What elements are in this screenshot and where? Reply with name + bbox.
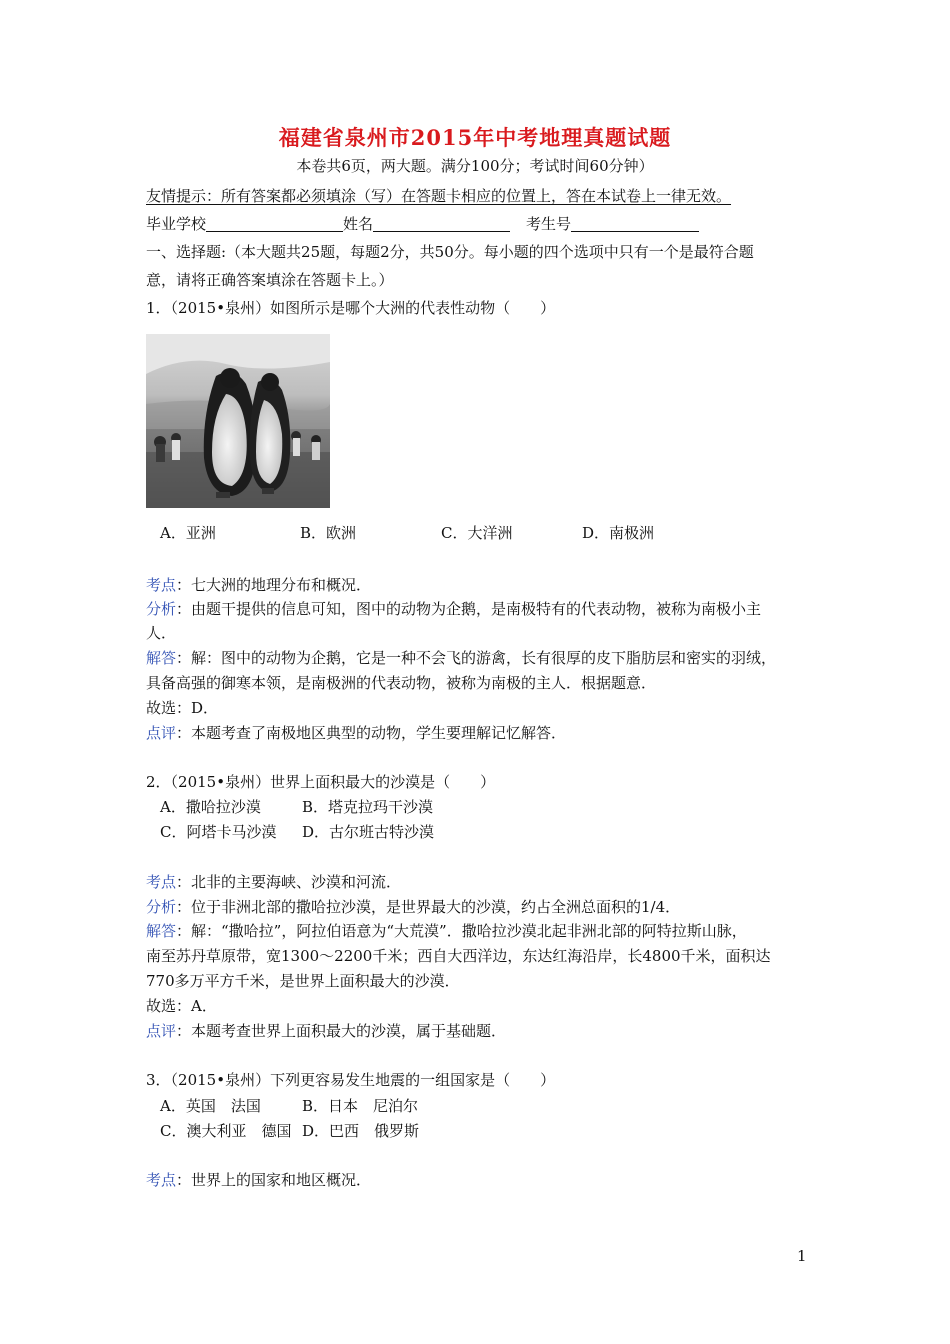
q1-stem: 1．（2015•泉州）如图所示是哪个大洲的代表性动物（ ） [146, 299, 556, 317]
q2-stem: 2．（2015•泉州）世界上面积最大的沙漠是（ ） [146, 773, 496, 791]
q1-jieda: 解答：解：图中的动物为企鹅，它是一种不会飞的游禽，长有很厚的皮下脂肪层和密实的羽绒， [146, 649, 777, 667]
q2-dianping: 点评：本题考查世界上面积最大的沙漠，属于基础题． [146, 1022, 507, 1040]
q1-dianping: 点评：本题考查了南极地区典型的动物，学生要理解记忆解答． [146, 724, 567, 742]
q3-stem: 3．（2015•泉州）下列更容易发生地震的一组国家是（ ） [146, 1071, 556, 1089]
q1-jieda-cont: 具备高强的御寒本领，是南极洲的代表动物，被称为南极的主人．根据题意． [146, 674, 657, 692]
section-heading: 一、选择题:（本大题共25题，每题2分，共50分。每小题的四个选项中只有一个是最符合题 [146, 243, 754, 261]
fenxi-label: 分析 [146, 600, 177, 618]
notice: 友情提示：所有答案都必须填涂（写）在答题卡相应的位置上，答在本试卷上一律无效。 [146, 187, 732, 205]
q1-option-d[interactable]: D．南极洲 [582, 524, 655, 542]
q3-options-row2 [160, 1121, 419, 1141]
school-field[interactable] [206, 215, 343, 232]
q1-option-a[interactable]: A．亚洲 [160, 524, 216, 542]
q1-answer: 故选：D． [146, 699, 219, 717]
penguin-photo [146, 334, 330, 508]
exam-no-label: 考生号 [526, 215, 572, 233]
q1-fenxi: 分析：由题干提供的信息可知，图中的动物为企鹅，是南极特有的代表动物，被称为南极小主 [146, 600, 762, 618]
q2-jieda: 解答：解：“撒哈拉”，阿拉伯语意为“大荒漠”．撒哈拉沙漠北起非洲北部的阿特拉斯山脉， [146, 922, 747, 940]
q2-option-d[interactable]: D．古尔班古特沙漠 [302, 823, 435, 841]
section-heading-cont: 意，请将正确答案填涂在答题卡上。） [146, 271, 394, 289]
dianping-label: 点评 [146, 724, 177, 742]
exam-info: 本卷共6页，两大题。满分100分；考试时间60分钟） [296, 157, 654, 175]
name-label: 姓名 [343, 215, 374, 233]
name-field[interactable] [373, 215, 510, 232]
q3-option-b[interactable]: B．日本 尼泊尔 [302, 1097, 419, 1115]
q2-option-a[interactable]: A．撒哈拉沙漠 [160, 798, 261, 816]
q2-jieda-cont1: 南至苏丹草原带，宽1300～2200千米；西自大西洋边，东达红海沿岸，长4800千米，面积达 [146, 947, 771, 965]
q2-fenxi: 分析：位于非洲北部的撒哈拉沙漠，是世界最大的沙漠，约占全洲总面积的1/4． [146, 898, 681, 916]
q1-option-c[interactable]: C．大洋洲 [441, 524, 513, 542]
jieda-label: 解答 [146, 649, 177, 667]
student-info-row [146, 214, 699, 234]
page-title: 福建省泉州市2015年中考地理真题试题 [278, 125, 672, 150]
q2-answer: 故选：A． [146, 997, 217, 1015]
page-number: 1 [797, 1247, 807, 1265]
penguin-image-icon [146, 334, 330, 508]
kaodian-label: 考点 [146, 576, 177, 594]
q2-option-c[interactable]: C．阿塔卡马沙漠 [160, 823, 277, 841]
q2-option-b[interactable]: B．塔克拉玛干沙漠 [302, 798, 434, 816]
q2-kaodian: 考点：北非的主要海峡、沙漠和河流． [146, 873, 402, 891]
q1-fenxi-cont: 人． [146, 624, 177, 642]
school-label: 毕业学校 [146, 215, 207, 233]
q2-jieda-cont2: 770多万平方千米，是世界上面积最大的沙漠． [146, 972, 460, 990]
q2-options-row1 [160, 797, 433, 817]
q1-kaodian: 考点：七大洲的地理分布和概况． [146, 576, 372, 594]
q1-option-b[interactable]: B．欧洲 [300, 524, 357, 542]
q3-kaodian: 考点：世界上的国家和地区概况． [146, 1171, 372, 1189]
q3-option-d[interactable]: D．巴西 俄罗斯 [302, 1122, 420, 1140]
exam-no-field[interactable] [571, 215, 699, 232]
q2-options-row2 [160, 822, 434, 842]
q3-option-a[interactable]: A．英国 法国 [160, 1097, 261, 1115]
q1-options [160, 523, 654, 543]
q3-options-row1 [160, 1096, 418, 1116]
q3-option-c[interactable]: C．澳大利亚 德国 [160, 1122, 292, 1140]
